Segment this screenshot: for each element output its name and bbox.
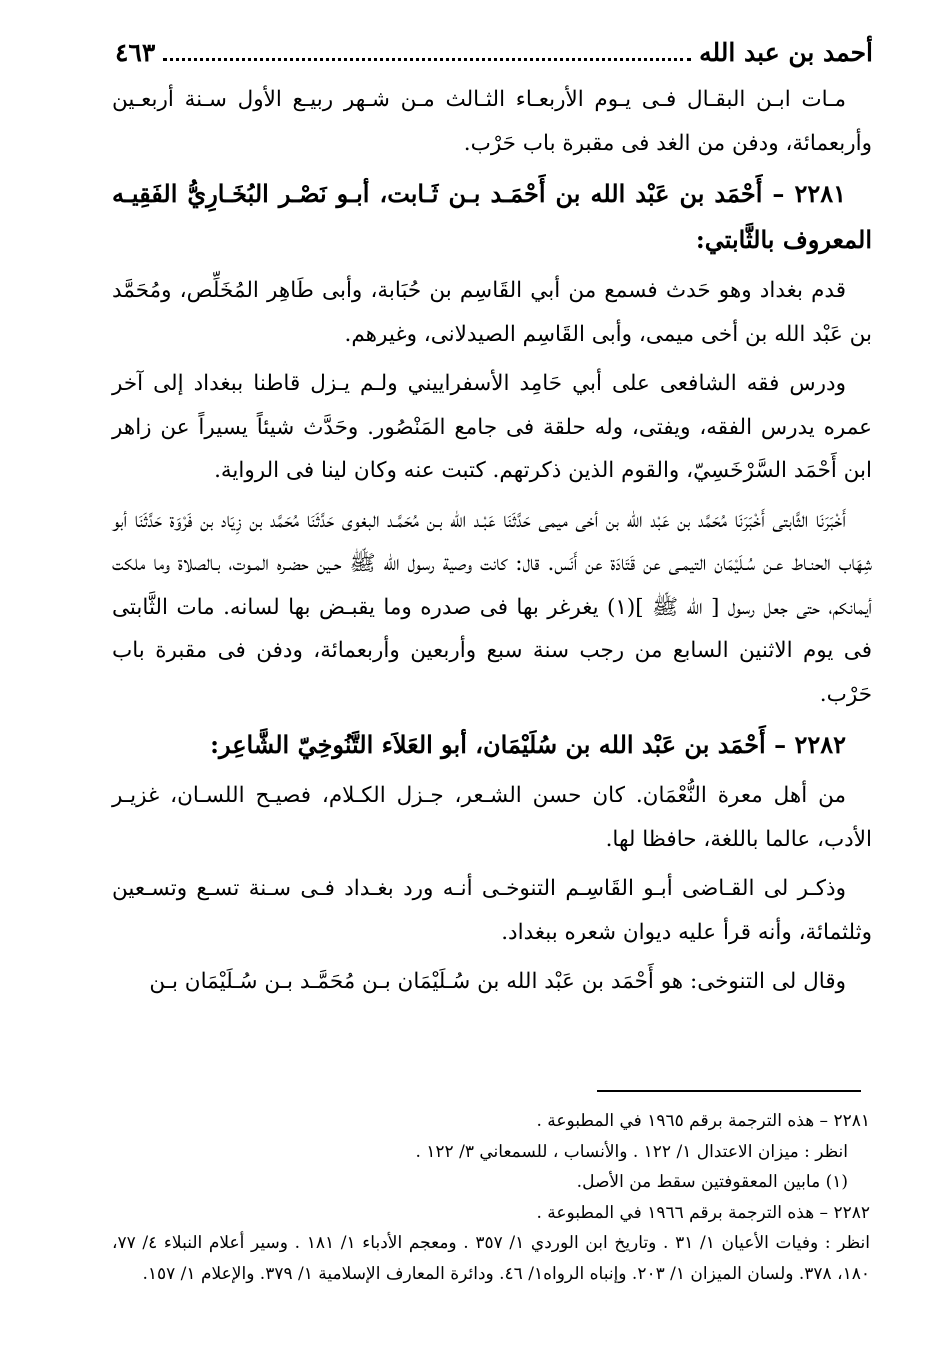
- footnote: (١) مابين المعقوفتين سقط من الأصل.: [576, 1172, 848, 1192]
- footnote: ٢٢٨١ – هذه الترجمة برقم ١٩٦٥ في المطبوعة .: [536, 1111, 870, 1131]
- footnote: انظر : ميزان الاعتدال ١/ ١٢٢ . والأنساب ، للسمعاني ٣/ ١٢٢ .: [415, 1141, 848, 1162]
- page-number: ٤٦٣: [115, 37, 156, 67]
- entry-heading-2282: ٢٢٨٢ – أَحْمَد بن عَبْد الله بن سُلَيْمَان، أبو العَلاَء التَّنُوخِيّ الشَّاعِر:: [210, 730, 846, 759]
- paragraph: مـات ابـن البقـال فـى يـوم الأربعـاء الثـالث مـن شـهر ربيـع الأول سـنة أربعـين وأربعمائة، ودفن من الغد فى مقبرة باب حَرْب.: [112, 87, 872, 156]
- paragraph: وقال لى التنوخى: هو أَحْمَد بن عَبْد الله بن سُـلَيْمَان بـن مُحَمَّـد بـن سُـلَيْمَان بـن: [149, 969, 846, 994]
- paragraph: أَخْبَرَنَا الثَّابتى أَخْبَرَنَا مُحَمَّد بن عَبْد الله بن أخى ميمى حَدَّثَنَا عَبْـد الله بـن مُحَمَّـد البغوى حَدَّثَنَا مُحَمَّد بن زِيَاد بن فَرْوَة حَدَّثَنَا أبو شِهَاب الحنـاط عـن سُـلَيْمَان التيمـى عن قَتَادَة عن أَنَس. قال: كانت وصية رسول الله ﷺ حـين حضـره المـوت، بـالصلاة وما ملكت أيمانكم، حتى جعل رسول [ الله ﷺ ](١) يغرغر بها فى صدره وما يقبـض بها لسانه. مات الثَّابتى فى يوم الاثنين السابع من رجب سنة سبع وأربعين وأربعمائة، ودفن فى مقبرة باب حَرْب.: [112, 507, 872, 707]
- footnote-separator: [597, 1090, 861, 1092]
- paragraph: وذكـر لى القـاضى أبـو القَاسِـم التنوخـى أنـه ورد بغـداد فـى سـنة تسـع وتسـعين وثلثمائة، وأنه قرأ عليه ديوان شعره ببغداد.: [112, 876, 872, 945]
- running-title: أحمد بن عبد الله: [699, 37, 873, 67]
- entry-heading-2281: ٢٢٨١ – أَحْمَد بن عَبْد الله بن أَحْمَـد بـن ثَـابت، أبـو نَصْـر البُخَـارِيُّ الفَقِيـه المعروف بالثَّابتي:: [112, 179, 872, 254]
- header-dot-leader: [163, 58, 691, 61]
- running-header: [115, 32, 873, 72]
- footnote: انظر : وفيات الأعيان ١/ ٣١ . وتاريخ ابن الوردي ١/ ٣٥٧ . ومعجم الأدباء ١/ ١٨١ . وسير أعلام النبلاء ٤/ ٧٧، ١٨٠، ٣٧٨. ولسان الميزان ١/ ٢٠٣. وإنباه الرواه١/ ٤٦. ودائرة المعارف الإسلامية ١/ ٣٧٩. والإعلام ١/ ١٥٧.: [112, 1233, 870, 1284]
- paragraph: ودرس فقه الشافعى على أبي حَامِد الأسفراييني ولـم يـزل قاطنا ببغداد إلى آخر عمره يدرس الفقه، ويفتى، وله حلقة فى جامع المَنْصُور. وحَدَّث شيئاً يسيراً عن زاهر ابن أَحْمَد السَّرْخَسِيّ، والقوم الذين ذكرتهم. كتبت عنه وكان لينا فى الرواية.: [112, 371, 872, 483]
- paragraph: من أهل معرة النُّعْمَان. كان حسن الشـعر، جـزل الكـلام، فصيـح اللسـان، غزيـر الأدب، عالما باللغة، حافظا لها.: [112, 783, 872, 852]
- footnotes: [112, 1106, 870, 1289]
- footnote: ٢٢٨٢ – هذه الترجمة برقم ١٩٦٦ في المطبوعة .: [536, 1202, 870, 1223]
- main-text: [112, 78, 872, 1010]
- paragraph: قدم بغداد وهو حَدث فسمع من أبي القَاسِم بن حُبَابة، وأبى طَاهِر المُخَلِّص، ومُحَمَّد بن عَبْد الله بن أخى ميمى، وأبى القَاسِم الصيدلانى، وغيرهم.: [112, 278, 872, 347]
